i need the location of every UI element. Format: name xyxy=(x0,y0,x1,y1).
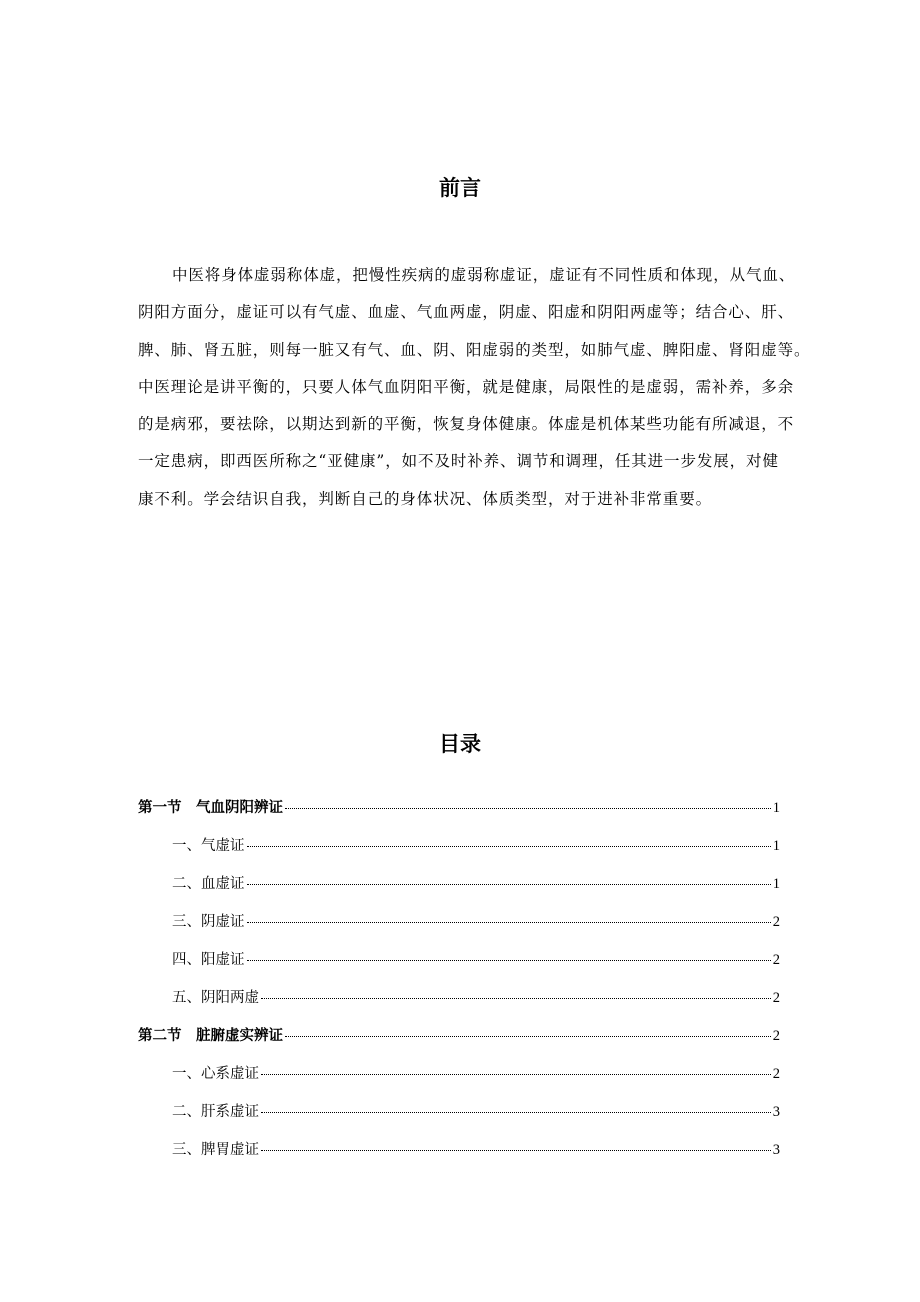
toc-entry-page: 2 xyxy=(772,990,780,1006)
paragraph-line: 一定患病，即西医所称之“亚健康”，如不及时补养、调节和调理，任其进一步发展，对健 xyxy=(138,452,779,471)
toc-leader-dots xyxy=(261,1074,771,1075)
toc-entry[interactable] xyxy=(138,834,780,872)
toc-entry-label: 五、阴阳两虚 xyxy=(172,990,259,1006)
toc-leader-dots xyxy=(247,846,771,847)
toc-entry-page: 2 xyxy=(772,914,780,930)
table-of-contents xyxy=(138,796,780,1176)
toc-leader-dots xyxy=(285,1036,771,1037)
toc-entry-label: 三、阴虚证 xyxy=(172,914,245,930)
toc-entry[interactable] xyxy=(138,872,780,910)
toc-entry-page: 1 xyxy=(772,838,780,854)
toc-entry[interactable] xyxy=(138,986,780,1024)
toc-entry[interactable] xyxy=(138,1062,780,1100)
toc-leader-dots xyxy=(247,922,771,923)
toc-entry-page: 1 xyxy=(772,876,780,892)
toc-entry[interactable] xyxy=(138,948,780,986)
toc-entry-label: 三、脾胃虚证 xyxy=(172,1142,259,1158)
toc-entry-page: 2 xyxy=(772,952,780,968)
preface-paragraph xyxy=(138,262,811,523)
paragraph-line: 阴阳方面分，虚证可以有气虚、血虚、气血两虚，阴虚、阳虚和阴阳两虚等；结合心、肝、 xyxy=(138,303,795,322)
toc-entry[interactable] xyxy=(138,1100,780,1138)
paragraph-line: 脾、肺、肾五脏，则每一脏又有气、血、阴、阳虚弱的类型，如肺气虚、脾阳虚、肾阳虚等。 xyxy=(138,340,811,359)
toc-entry[interactable] xyxy=(138,1138,780,1176)
preface-title: 前言 xyxy=(439,175,481,200)
toc-entry-label: 一、气虚证 xyxy=(172,838,245,854)
toc-leader-dots xyxy=(285,808,771,809)
toc-entry[interactable] xyxy=(138,1024,780,1062)
toc-entry-label: 二、肝系虚证 xyxy=(172,1104,259,1120)
toc-entry-label: 第二节 脏腑虚实辨证 xyxy=(138,1027,283,1044)
toc-entry-label: 四、阳虚证 xyxy=(172,952,245,968)
toc-entry-label: 第一节 气血阴阳辨证 xyxy=(138,799,283,816)
toc-entry-page: 1 xyxy=(772,800,780,816)
toc-entry-page: 2 xyxy=(772,1028,780,1044)
paragraph-line: 中医理论是讲平衡的，只要人体气血阴阳平衡，就是健康，局限性的是虚弱，需补养，多余 xyxy=(138,377,795,396)
toc-entry-label: 二、血虚证 xyxy=(172,876,245,892)
toc-leader-dots xyxy=(261,1112,771,1113)
toc-entry-page: 2 xyxy=(772,1066,780,1082)
toc-entry-label: 一、心系虚证 xyxy=(172,1066,259,1082)
paragraph-line: 中医将身体虚弱称体虚，把慢性疾病的虚弱称虚证，虚证有不同性质和体现，从气血、 xyxy=(172,266,796,284)
toc-title: 目录 xyxy=(439,731,481,756)
toc-leader-dots xyxy=(247,960,771,961)
toc-leader-dots xyxy=(261,998,771,999)
toc-entry[interactable] xyxy=(138,910,780,948)
paragraph-line: 康不利。学会结识自我，判断自己的身体状况、体质类型，对于进补非常重要。 xyxy=(138,489,713,508)
paragraph-line: 的是病邪，要祛除，以期达到新的平衡，恢复身体健康。体虚是机体某些功能有所减退，不 xyxy=(138,415,795,434)
toc-entry[interactable] xyxy=(138,796,780,834)
toc-entry-page: 3 xyxy=(772,1104,780,1120)
toc-entry-page: 3 xyxy=(772,1142,780,1158)
toc-leader-dots xyxy=(247,884,771,885)
toc-leader-dots xyxy=(261,1150,771,1151)
